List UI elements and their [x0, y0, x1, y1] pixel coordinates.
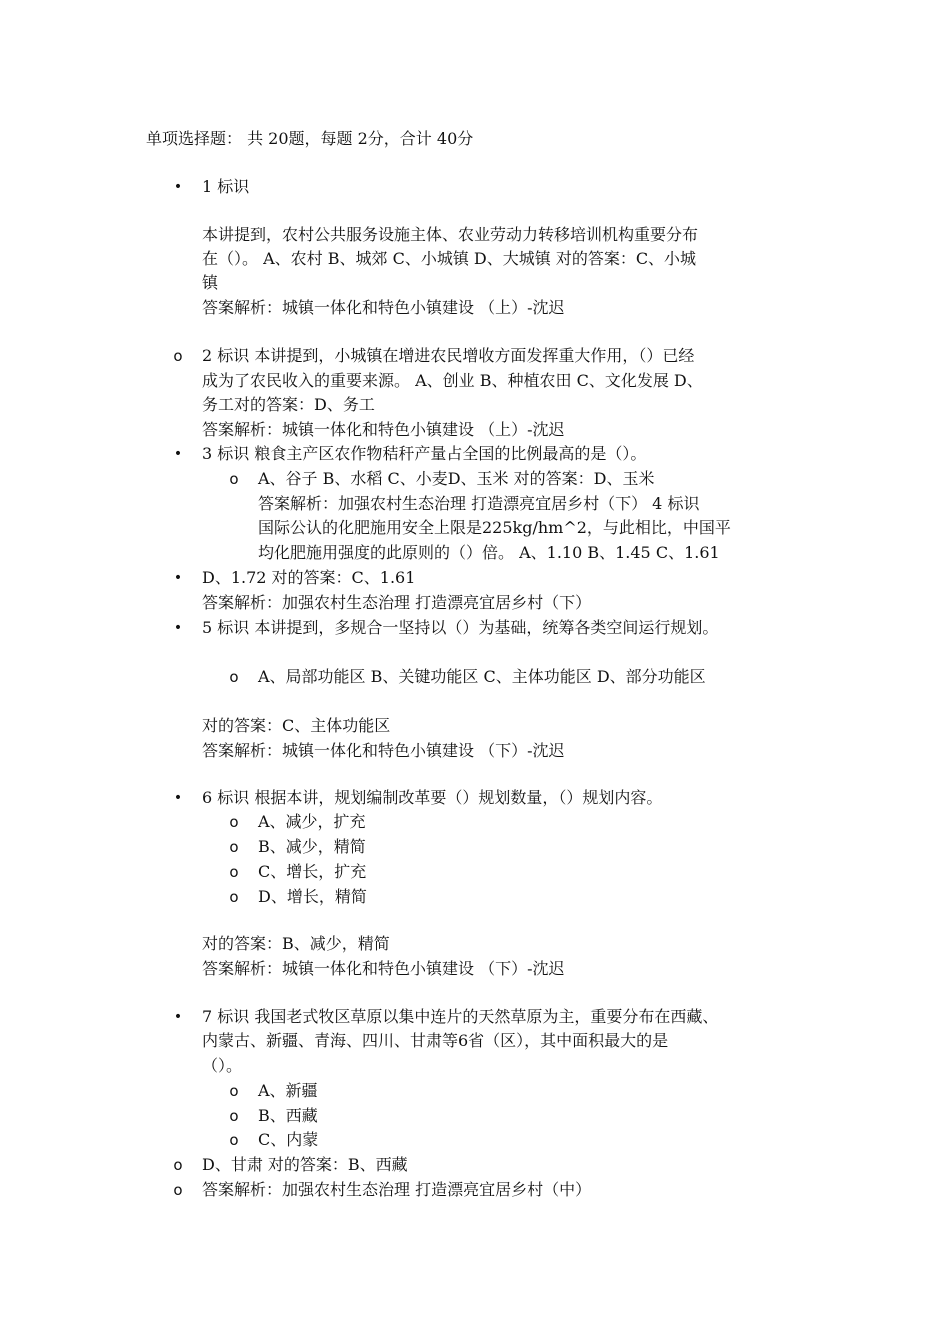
question-4-answer: D、1.72 对的答案：C、1.61 — [202, 568, 416, 587]
question-2-text: 务工对的答案：D、务工 — [202, 395, 375, 414]
question-3-analysis: 答案解析：加强农村生态治理 打造漂亮宜居乡村（下） 4 标识 — [258, 494, 700, 513]
question-6-text: 6 标识 根据本讲，规划编制改革要（）规划数量，（）规划内容。 — [202, 788, 663, 807]
bullet-icon: • — [173, 446, 183, 462]
question-5-answer: 对的答案：C、主体功能区 — [202, 716, 391, 735]
question-2-analysis: 答案解析：城镇一体化和特色小镇建设 （上）-沈迟 — [202, 420, 565, 439]
question-3-text: 3 标识 粮食主产区农作物秸秆产量占全国的比例最高的是（）。 — [202, 444, 647, 463]
question-3-options: A、谷子 B、水稻 C、小麦D、玉米 对的答案：D、玉米 — [258, 469, 655, 488]
circle-bullet-icon: o — [229, 888, 239, 906]
question-6-option: C、增长，扩充 — [258, 862, 367, 881]
bullet-icon: • — [173, 570, 183, 586]
question-7-text: 7 标识 我国老式牧区草原以集中连片的天然草原为主，重要分布在西藏、 — [202, 1007, 719, 1026]
bullet-icon: • — [173, 179, 183, 195]
circle-bullet-icon: o — [229, 838, 239, 856]
question-2-text: 2 标识 本讲提到，小城镇在增进农民增收方面发挥重大作用，（）已经 — [202, 346, 695, 365]
question-5-options: A、局部功能区 B、关键功能区 C、主体功能区 D、部分功能区 — [258, 667, 706, 686]
circle-bullet-icon: o — [173, 1156, 183, 1174]
question-1-analysis: 答案解析：城镇一体化和特色小镇建设 （上）-沈迟 — [202, 298, 565, 317]
question-7-option: B、西藏 — [258, 1106, 318, 1125]
bullet-icon: • — [173, 620, 183, 636]
circle-bullet-icon: o — [229, 1107, 239, 1125]
question-7-answer: D、甘肃 对的答案：B、西藏 — [202, 1155, 408, 1174]
question-6-option: B、减少，精简 — [258, 837, 366, 856]
question-5-analysis: 答案解析：城镇一体化和特色小镇建设 （下）-沈迟 — [202, 741, 565, 760]
circle-bullet-icon: o — [229, 1131, 239, 1149]
circle-bullet-icon: o — [229, 1082, 239, 1100]
circle-bullet-icon: o — [173, 347, 183, 365]
question-2-text: 成为了农民收入的重要来源。 A、创业 B、种植农田 C、文化发展 D、 — [202, 371, 703, 390]
question-5-text: 5 标识 本讲提到，多规合一坚持以（）为基础，统筹各类空间运行规划。 — [202, 618, 719, 637]
circle-bullet-icon: o — [229, 813, 239, 831]
question-1-title: 1 标识 — [202, 177, 250, 196]
question-4-analysis: 答案解析：加强农村生态治理 打造漂亮宜居乡村（下） — [202, 593, 592, 612]
circle-bullet-icon: o — [229, 668, 239, 686]
circle-bullet-icon: o — [229, 863, 239, 881]
question-6-answer: 对的答案：B、减少，精简 — [202, 934, 390, 953]
bullet-icon: • — [173, 1009, 183, 1025]
question-1-text: 本讲提到，农村公共服务设施主体、农业劳动力转移培训机构重要分布 — [202, 225, 699, 244]
circle-bullet-icon: o — [173, 1181, 183, 1199]
question-6-option: D、增长，精简 — [258, 887, 367, 906]
question-7-analysis: 答案解析：加强农村生态治理 打造漂亮宜居乡村（中） — [202, 1180, 592, 1199]
question-7-option: A、新疆 — [258, 1081, 318, 1100]
section-header: 单项选择题： 共 20题，每题 2分，合计 40分 — [146, 129, 474, 148]
question-7-option: C、内蒙 — [258, 1130, 319, 1149]
question-1-text: 在（）。 A、农村 B、城郊 C、小城镇 D、大城镇 对的答案：C、小城 — [202, 249, 697, 268]
question-6-analysis: 答案解析：城镇一体化和特色小镇建设 （下）-沈迟 — [202, 959, 565, 978]
question-7-text: 内蒙古、新疆、青海、四川、甘肃等6省（区），其中面积最大的是 — [202, 1031, 669, 1050]
circle-bullet-icon: o — [229, 470, 239, 488]
question-6-option: A、减少，扩充 — [258, 812, 366, 831]
question-4-text: 国际公认的化肥施用安全上限是225kg/hm^2，与此相比，中国平 — [258, 518, 731, 537]
bullet-icon: • — [173, 790, 183, 806]
question-4-text: 均化肥施用强度的此原则的（）倍。 A、1.10 B、1.45 C、1.61 — [258, 543, 720, 562]
question-1-text: 镇 — [202, 273, 219, 292]
question-7-text: （）。 — [202, 1056, 243, 1075]
